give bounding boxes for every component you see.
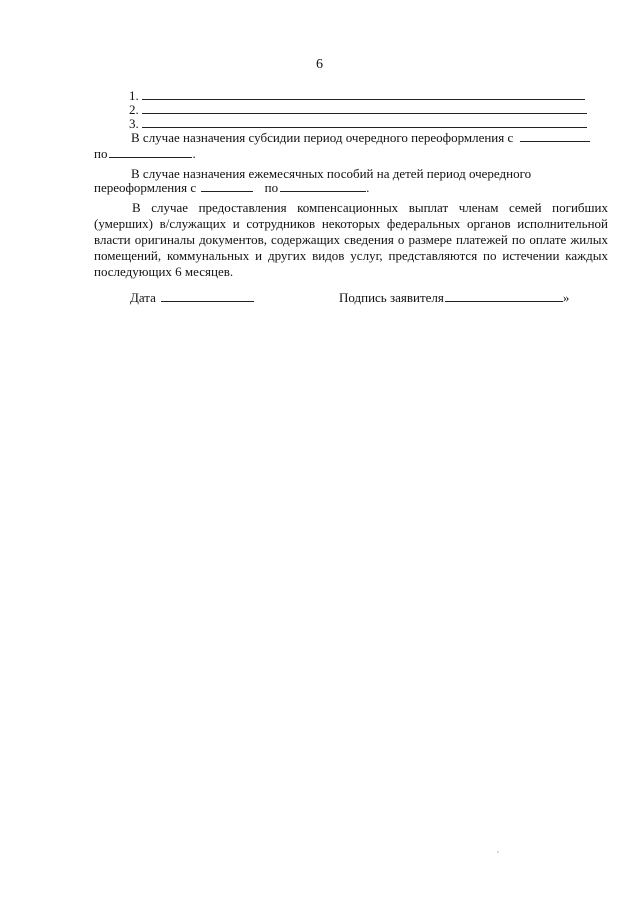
date-field[interactable]: [161, 290, 254, 302]
subsidy-to-field[interactable]: [109, 146, 192, 158]
page-number: 6: [316, 57, 323, 72]
compensation-line: последующих 6 месяцев.: [94, 264, 234, 279]
signature-field[interactable]: [445, 290, 563, 302]
benefits-from-field[interactable]: [201, 180, 253, 192]
blank-line[interactable]: [142, 102, 587, 114]
scan-speck: [497, 851, 499, 853]
blank-line[interactable]: [142, 88, 585, 100]
compensation-line: В случае предоставления компенсационных выплат членам семей погибших: [132, 200, 608, 215]
compensation-paragraph: [94, 200, 608, 280]
list-item-number: 3.: [129, 116, 139, 131]
compensation-line: (умерших) в/служащих и сотрудников некоторых федеральных органов исполнительной: [94, 216, 608, 231]
blank-line[interactable]: [142, 116, 587, 128]
compensation-line: помещений, коммунальных и других видов услуг, представляются по истечении каждых: [94, 248, 608, 263]
closing-quote: »: [562, 290, 570, 305]
benefits-from-label: переоформления с: [94, 180, 197, 195]
list-item-number: 2.: [129, 102, 139, 117]
subsidy-line-1: [131, 130, 590, 146]
subsidy-from-field[interactable]: [520, 130, 590, 142]
benefits-to-field[interactable]: [280, 180, 366, 192]
date-label: Дата: [130, 290, 156, 305]
benefits-to-label: по: [264, 180, 279, 195]
subsidy-line-2: [94, 146, 196, 162]
signature-row: [339, 290, 569, 306]
compensation-line: власти оригиналы документов, содержащих сведения о размере платежей по оплате жилых: [94, 232, 608, 247]
punctuation: .: [366, 180, 370, 195]
date-row: [130, 290, 254, 306]
list-item-number: 1.: [129, 88, 139, 103]
signature-label: Подпись заявителя: [339, 290, 444, 305]
benefits-line-1: В случае назначения ежемесячных пособий на детей период очередного: [131, 166, 532, 181]
subsidy-to-label: по: [94, 146, 108, 161]
subsidy-text: В случае назначения субсидии период очередного переоформления с: [131, 130, 514, 145]
punctuation: .: [192, 146, 196, 161]
benefits-line-2: [94, 180, 369, 196]
